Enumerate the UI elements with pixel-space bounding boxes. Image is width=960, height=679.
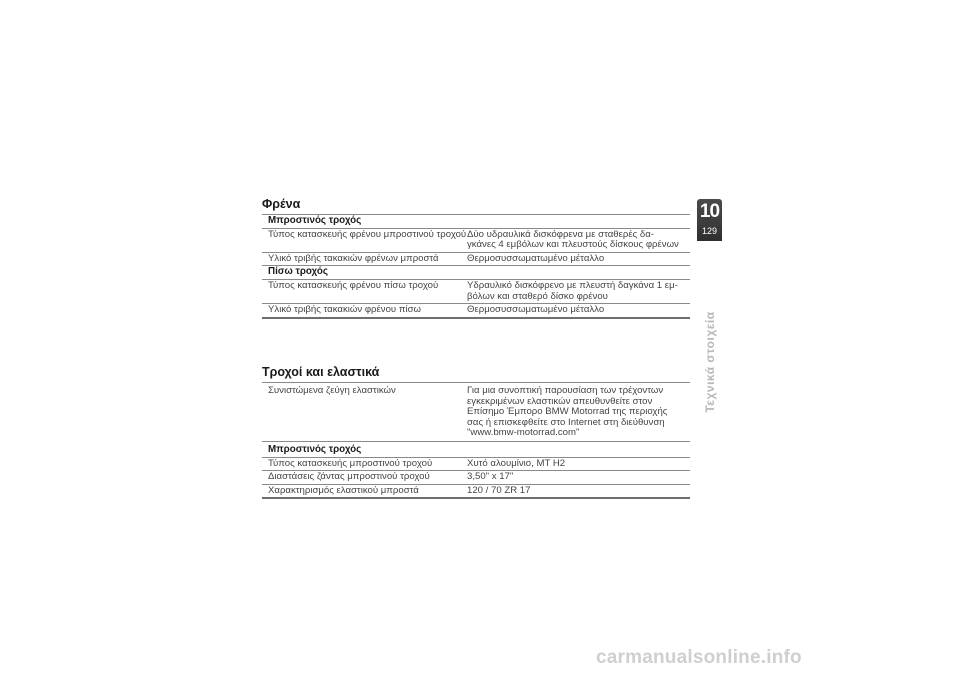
- table-row: [262, 383, 690, 442]
- chapter-tab: [697, 199, 722, 241]
- wheels-table: [262, 382, 690, 499]
- row-label: Διαστάσεις ζάντας μπροστινού τροχού: [268, 471, 430, 483]
- wheels-title: Τροχοί και ελαστικά: [262, 365, 380, 379]
- table-row: [262, 280, 690, 304]
- brakes-table: [262, 214, 690, 319]
- row-value: Δύο υδραυλικά δισκόφρενα με σταθερές δα- γκάνες 4 εμβόλων και πλευστούς δίσκους φρένων: [467, 228, 679, 251]
- chapter-title-text: Τεχνικά στοιχεία: [703, 311, 717, 413]
- brakes-title: Φρένα: [262, 197, 301, 211]
- brakes-front-heading: Μπροστινός τροχός: [262, 215, 690, 229]
- table-row: [262, 458, 690, 472]
- row-value: 120 / 70 ZR 17: [467, 484, 531, 496]
- row-label: Τύπος κατασκευής μπροστινού τροχού: [268, 457, 433, 469]
- row-label: Χαρακτηρισμός ελαστικού μπροστά: [268, 484, 419, 496]
- wheels-front-heading: Μπροστινός τροχός: [262, 442, 690, 458]
- row-label: Υλικό τριβής τακακιών φρένου πίσω: [268, 304, 421, 316]
- page-number: 129: [701, 226, 718, 236]
- row-label: Τύπος κατασκευής φρένου πίσω τροχού: [268, 279, 439, 291]
- table-row: [262, 304, 690, 319]
- row-value: Υδραυλικό δισκόφρενο με πλευστή δαγκάνα 1 εμ- βόλων και σταθερό δίσκο φρένου: [467, 279, 678, 302]
- table-row: [262, 485, 690, 500]
- watermark: carmanualsonline.info: [596, 647, 802, 668]
- row-value: Χυτό αλουμίνιο, MT H2: [467, 457, 566, 469]
- row-value: 3,50" x 17": [467, 471, 514, 483]
- row-label: Τύπος κατασκευής φρένου μπροστινού τροχού: [268, 228, 467, 240]
- row-label: Συνιστώμενα ζεύγη ελαστικών: [268, 385, 396, 396]
- table-row: [262, 471, 690, 485]
- chapter-number: 10: [699, 201, 720, 222]
- table-row: [262, 229, 690, 253]
- brakes-rear-heading: Πίσω τροχός: [262, 266, 690, 280]
- row-value: Για μια συνοπτική παρουσίαση των τρέχοντων εγκεκριμένων ελαστικών απευθυνθείτε στον Επίσημο Έμπορο BMW Motorrad της περιοχής σας ή επισκεφθείτε στο Internet στη διεύθυνση "www.bmw-motorrad.com": [467, 385, 668, 439]
- row-label: Υλικό τριβής τακακιών φρένων μπροστά: [268, 252, 439, 264]
- row-value: Θερμοσυσσωματωμένο μέταλλο: [467, 252, 605, 264]
- row-value: Θερμοσυσσωματωμένο μέταλλο: [467, 304, 605, 316]
- chapter-side-title: [695, 302, 725, 422]
- table-row: [262, 253, 690, 267]
